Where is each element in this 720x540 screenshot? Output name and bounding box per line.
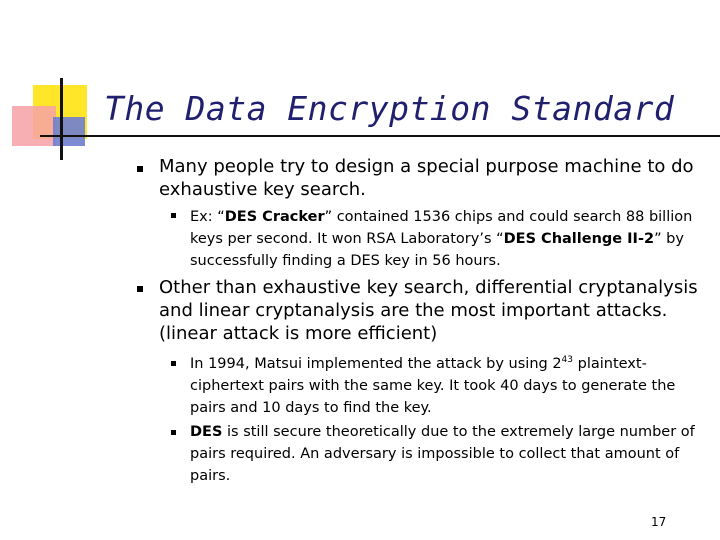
page-number: 17 xyxy=(651,515,667,529)
decor-horizontal-line xyxy=(40,135,720,137)
decor-blue-square xyxy=(53,117,85,146)
exponent: 43 xyxy=(561,355,573,366)
sub-bullet-marker xyxy=(171,430,176,435)
bullet-marker xyxy=(137,166,143,172)
bullet-marker xyxy=(137,286,143,292)
bullet-1-sub-1-text: Ex: “DES Cracker” contained 1536 chips and could search 88 billion keys per second. It won RSA Laboratory’s “DES Challenge II-2” by successfully finding a DES key in 56 hours. xyxy=(190,209,693,269)
slide-title: The Data Encryption Standard xyxy=(104,89,675,128)
sub-bullet-marker xyxy=(171,213,176,218)
decor-vertical-line xyxy=(60,78,63,160)
des-challenge-label: DES Challenge II-2 xyxy=(503,231,655,247)
bullet-2-sub-2-text: DES is still secure theoretically due to the extremely large number of pairs required. An adversary is impossible to collect that amount of pairs. xyxy=(190,424,695,484)
bullet-1-text: Many people try to design a special purpose machine to do exhaustive key search. xyxy=(159,156,694,200)
des-label: DES xyxy=(190,424,223,440)
decor-pink-square xyxy=(12,106,56,146)
bullet-2-text: Other than exhaustive key search, differential cryptanalysis and linear cryptanalysis are the most important attacks. (linear attack is more efficient) xyxy=(159,277,698,344)
des-cracker-label: DES Cracker xyxy=(224,209,325,225)
bullet-2-sub-1-text: In 1994, Matsui implemented the attack by using $2^{43}$ plaintext-ciphertext pairs with the same key. It took 40 days to generate the pairs and 10 days to find the key. xyxy=(190,355,676,416)
sub-bullet-marker xyxy=(171,361,176,366)
